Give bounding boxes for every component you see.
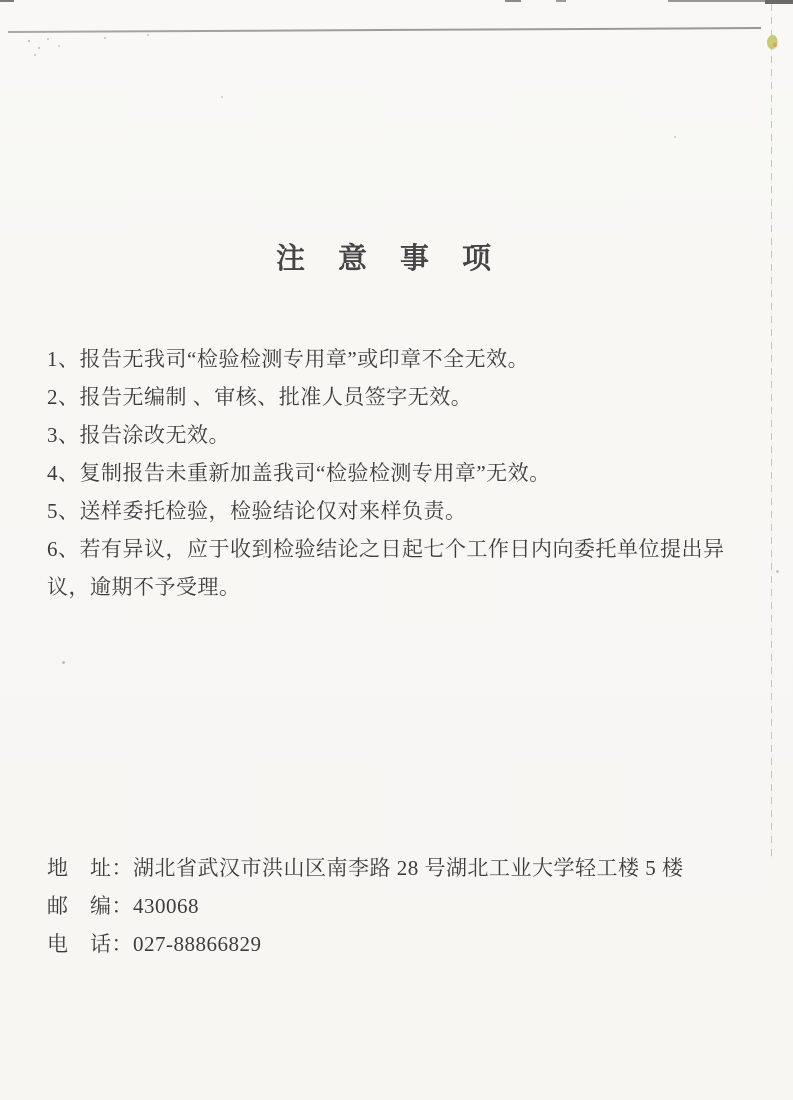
scan-edge-mark [556, 0, 566, 2]
scan-speck [776, 570, 779, 573]
scan-speck [58, 45, 60, 47]
notice-item: 6、若有异议，应于收到检验结论之日起七个工作日内向委托单位提出异议，逾期不予受理。 [47, 537, 725, 599]
scan-speck [28, 40, 30, 42]
notice-item: 5、送样委托检验，检验结论仅对来样负责。 [47, 499, 467, 523]
page-title: 注 意 事 项 [275, 243, 493, 275]
contact-phone-row [47, 925, 755, 963]
scan-speck [104, 37, 106, 39]
address-value: 湖北省武汉市洪山区南李路 28 号湖北工业大学轻工楼 5 楼 [133, 856, 684, 880]
postal-label: 邮 编： [47, 894, 133, 918]
scan-speck [34, 54, 36, 56]
address-label: 地 址： [47, 856, 133, 880]
phone-label: 电 话： [47, 932, 133, 956]
scan-speck [62, 661, 65, 664]
scan-speck [674, 136, 676, 138]
scan-edge-mark [0, 0, 14, 2]
scan-paper-edge-line [771, 4, 772, 860]
notice-item: 4、复制报告未重新加盖我司“检验检测专用章”无效。 [47, 461, 551, 485]
phone-value: 027-88866829 [133, 932, 262, 956]
notice-list [47, 340, 755, 606]
scan-speck [147, 34, 149, 36]
notice-item: 2、报告无编制 、审核、批准人员签字无效。 [47, 385, 473, 409]
scan-speck [221, 96, 223, 98]
contact-address-row [47, 849, 755, 887]
scan-horizontal-line [8, 27, 761, 33]
postal-value: 430068 [133, 894, 199, 918]
contact-block [47, 849, 755, 963]
scan-speck [38, 47, 40, 49]
scan-speck [47, 38, 49, 40]
scan-color-speck [767, 35, 778, 50]
notice-item: 1、报告无我司“检验检测专用章”或印章不全无效。 [47, 347, 530, 371]
scan-edge-mark [505, 0, 521, 2]
scan-edge-mark [765, 0, 793, 4]
notice-item: 3、报告涂改无效。 [47, 423, 230, 447]
contact-postal-row [47, 887, 755, 925]
